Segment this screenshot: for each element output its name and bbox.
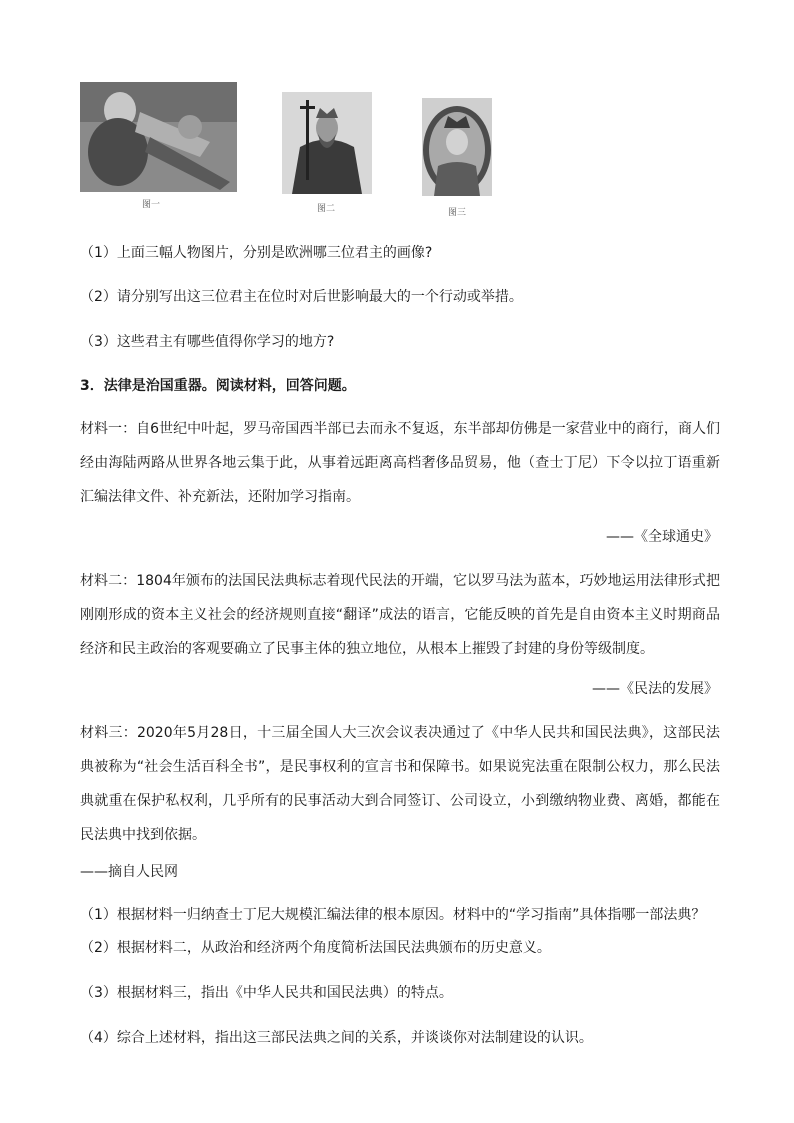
figure-2-caption: 图二 xyxy=(317,204,336,214)
q3-subquestion-4: （4）综合上述材料，指出这三部民法典之间的关系，并谈谈你对法制建设的认识。 xyxy=(80,1030,593,1046)
figure-1-caption: 图一 xyxy=(142,200,161,210)
source-1: ——《全球通史》 xyxy=(606,529,718,545)
figure-2-image xyxy=(282,92,372,194)
q3-subquestion-2: （2）根据材料二，从政治和经济两个角度简析法国民法典颁布的历史意义。 xyxy=(80,940,551,956)
q2-subquestion-2: （2）请分别写出这三位君主在位时对后世影响最大的一个行动或举措。 xyxy=(80,289,523,305)
q3-subquestion-3: （3）根据材料三，指出《中华人民共和国民法典）的特点。 xyxy=(80,985,453,1001)
figure-group xyxy=(80,82,520,222)
figure-1-image xyxy=(80,82,237,192)
q3-title: 3．法律是治国重器。阅读材料，回答问题。 xyxy=(80,378,356,394)
material-2: 材料二：1804年颁布的法国民法典标志着现代民法的开端，它以罗马法为蓝本，巧妙地运用法律形式把刚刚形成的资本主义社会的经济规则直接“翻译”成法的语言，它能反映的首先是自由资本主义时期商品经济和民主政治的客观要确立了民事主体的独立地位，从根本上摧毁了封建的身份等级制度。 xyxy=(80,573,720,657)
q2-subquestion-3: （3）这些君主有哪些值得你学习的地方? xyxy=(80,334,335,350)
figure-3-image xyxy=(422,98,492,196)
source-2: ——《民法的发展》 xyxy=(592,681,718,697)
material-1: 材料一：自6世纪中叶起，罗马帝国西半部已去而永不复返，东半部却仿佛是一家营业中的商行，商人们经由海陆两路从世界各地云集于此，从事着远距离高档奢侈品贸易，他（查士丁尼）下令以拉丁语重新汇编法律文件、补充新法，还附加学习指南。 xyxy=(80,421,720,505)
material-3: 材料三：2020年5月28日，十三届全国人大三次会议表决通过了《中华人民共和国民法典》，这部民法典被称为“社会生活百科全书”，是民事权利的宣言书和保障书。如果说宪法重在限制公权力，那么民法典就重在保护私权利，几乎所有的民事活动大到合同签订、公司设立，小到缴纳物业费、离婚，都能在民法典中找到依据。 xyxy=(80,725,720,843)
figure-3-caption: 图三 xyxy=(448,208,467,218)
source-3: ——摘自人民网 xyxy=(80,864,178,880)
q3-subquestion-1: （1）根据材料一归纳查士丁尼大规模汇编法律的根本原因。材料中的“学习指南”具体指哪一部法典？ xyxy=(80,907,706,923)
q2-subquestion-1: （1）上面三幅人物图片，分别是欧洲哪三位君主的画像? xyxy=(80,245,433,261)
